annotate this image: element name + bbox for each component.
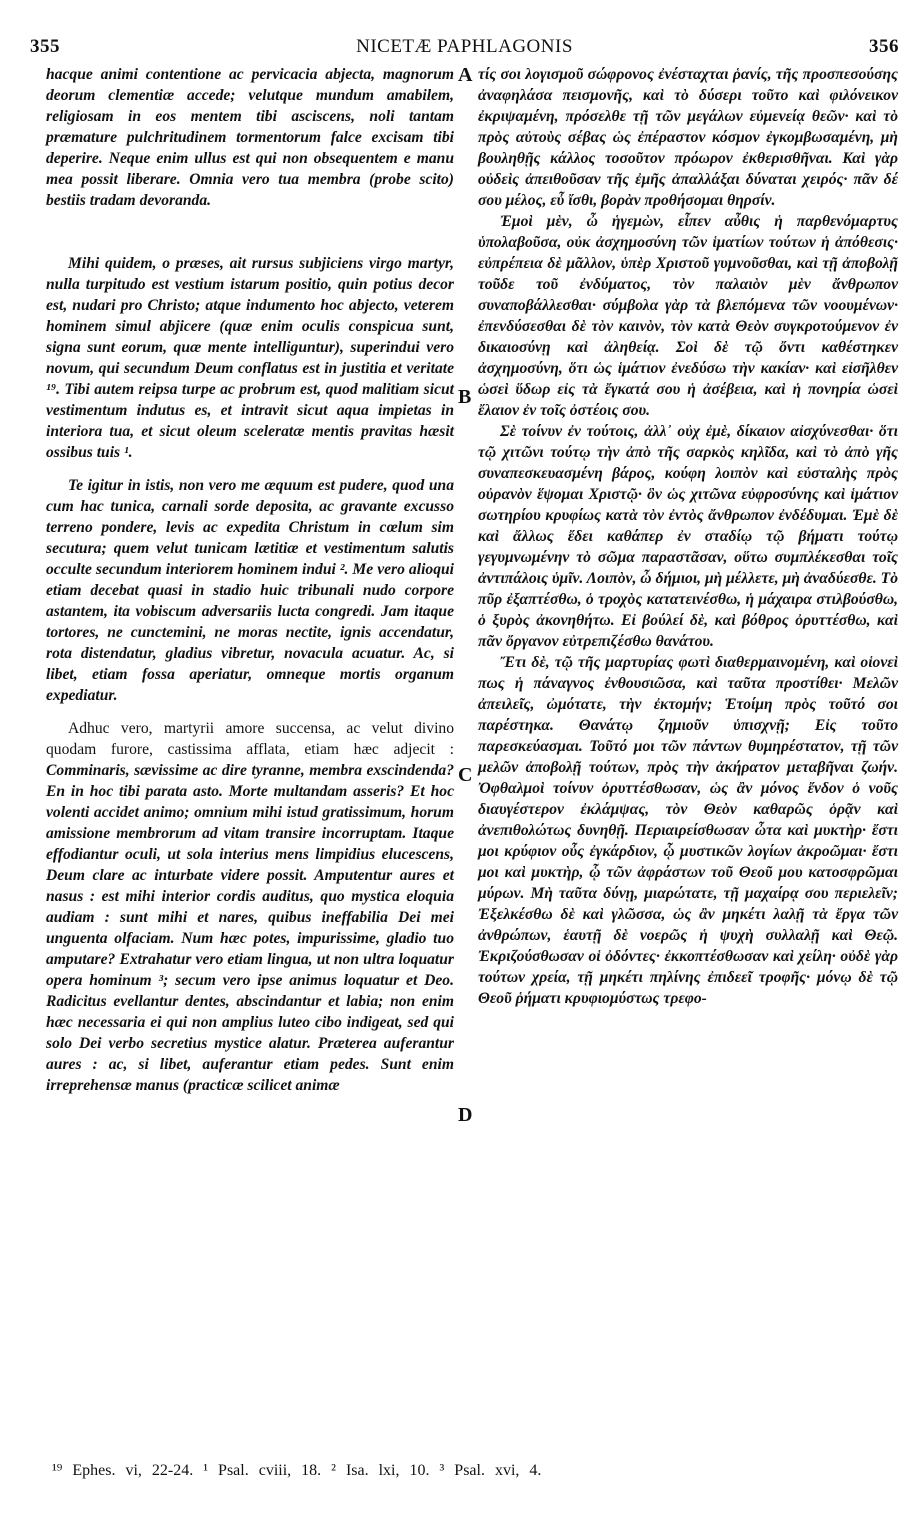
greek-column	[478, 64, 898, 1009]
margin-letter-c: C	[458, 764, 473, 786]
footnotes: ¹⁹ Ephes. vi, 22-24. ¹ Psal. cviii, 18. ² Isa. lxi, 10. ³ Psal. xvi, 4.	[52, 1462, 542, 1479]
latin-column	[46, 64, 454, 1096]
latin-paragraph-2	[46, 253, 454, 463]
margin-letter-b: B	[458, 386, 472, 408]
latin-paragraph-4-rest: Comminaris, sævissime ac dire tyranne, membra exscindenda? En in hoc tibi parata asto. Morte multandam asseris? Et hoc volenti accidet animo; omnium mihi istud gratissimum, horum amissione membrorum ad vitam transire incorruptam. Itaque effodiantur oculi, ut sola interius mens limpidius elucescens, Deum clare ac inturbate videre possit. Amputentur aures et nasus : est mihi interior cordis auditus, quo mystica eloquia audiam : sunt mihi et nares, quibus ineffabilia Dei mei unguenta olfaciam. Num hæc potes, impurissime, gladio tuo amputare? Extrahatur vero etiam lingua, ut non ultra loquatur opera hominum ³; secum vero ipse animus loquatur et Deo. Radicitus evellantur dentes, abscindantur et labia; non enim hæc necessaria ei qui non amplius luteo cibo indigeat, sed qui solo Dei verbo secretius mystice alatur. Præterea auferantur aures : ac, si libet, auferantur etiam pedes. Sunt enim irreprehensæ manus (practicæ scilicet animæ	[46, 762, 454, 1094]
greek-paragraph-2-text: Ἐμοὶ μὲν, ὦ ἡγεμὼν, εἶπεν αὖθις ἡ παρθενόμαρτυς ὑπολαβοῦσα, οὐκ ἀσχημοσύνη τῶν ἱματίων τούτων ἡ ἀπόθεσις· εὐπρέπεια δὲ μᾶλλον, ὑπὲρ Χριστοῦ γυμνοῦσθαι, καὶ τῇ ἀποβολῇ τοῦδε τοῦ ἐνδύματος, τὸν παλαιὸν μὲν ἄνθρωπον συναποβάλλεσθαι· σύμβολα γὰρ τὰ βλεπόμενα τῶν νοουμένων· ἐπενδύσεσθαι δὲ τὸν καινὸν, τὸν κατὰ Θεὸν συγκροτούμενον ἐν δικαιοσύνῃ καὶ ἀληθείᾳ. Σοὶ δὲ τῷ ὄντι καθέστηκεν ἀσχημοσύνη, ὅτι ὡς ἱμάτιον ἐνεδύσω τὴν κακίαν· καὶ εἰσῆλθεν ὡσεὶ ὕδωρ εἰς τὰ ἔγκατά σου ἡ ἀσέβεια, καὶ ἡ πονηρία ὡσεὶ ἔλαιον ἐν τοῖς ὀστέοις σου.	[478, 213, 898, 419]
latin-paragraph-3	[46, 475, 454, 706]
greek-paragraph-4	[478, 652, 898, 1009]
latin-paragraph-3-text: Te igitur in istis, non vero me æquum est pudere, quod una cum hac tunica, carnali sorde deposita, ac gravante excusso terreno pondere, levis ac expedita Christum in cœlum sim secutura; quem velut tunicam lætitiæ et vestimentum salutis occulte secundum interiorem hominem indui ². Me vero alioqui etiam decebat quasi in stadio huic tribunali nudo corpore astantem, ita vobiscum adversariis lucta congredi. Jam itaque tortores, ne cunctemini, ne moras nectite, ignis accendatur, rota distendatur, gladius vibretur, novacula acuatur. Ac, si libet, etiam fossa aperiatur, omneque mortis organum expediatur.	[46, 477, 454, 704]
page-header	[30, 36, 899, 62]
latin-paragraph-2-text: Mihi quidem, o præses, ait rursus subjiciens virgo martyr, nulla turpitudo est vestium istarum positio, quin potius decor est, nudari pro Christo; atque indumento hoc abjecto, veterem hominem simul abjicere (quæ enim oculis conspicua sunt, signa sunt eorum, quæ mente intelliguntur), superindui vero novum, qui secundum Deum conflatus est in justitia et veritate ¹⁹. Tibi autem reipsa turpe ac probrum est, quod malitiam sicut vestimentum indutus es, et intravit sicut aqua impietas in interiora tua, et sicut oleum sceleratæ mentis pravitas hæsit ossibus tuis ¹.	[46, 255, 454, 461]
latin-paragraph-1: hacque animi contentione ac pervicacia abjecta, magnorum deorum clementiæ accede; velutque mundum amabilem, religiosam in eos mentem tibi asciscens, noli tantam præmature pulchritudinem tormentorum falce excisam tibi deperire. Neque enim ullus est qui non obsequentem e manu mea possit liberare. Omnia vero tua membra (probe scito) bestiis tradam devoranda.	[46, 66, 454, 209]
running-title: NICETÆ PAPHLAGONIS	[356, 36, 573, 57]
margin-letter-d: D	[458, 1104, 473, 1126]
latin-paragraph-4	[46, 718, 454, 1096]
greek-paragraph-4-text: Ἔτι δὲ, τῷ τῆς μαρτυρίας φωτὶ διαθερμαινομένη, καὶ οἱονεὶ πως ἡ πάναγνος ἐνθουσιῶσα, καὶ ταῦτα προστίθει· Μελῶν ἀπειλεῖς, ὠμότατε, τὴν ἐκτομήν; Ἑτοίμη πρὸς τοῦτό σοι παρέστηκα. Θανάτῳ ζημιοῦν ὑπισχνῇ; Εἰς τοῦτο παρεσκεύασμαι. Τοῦτό μοι τῶν πάντων θυμηρέστατον, τῇ τῶν μελῶν ἀποβολῇ τούτων, πρὸς τὴν ἀκήρατον μεταβῆναι ζωήν. Ὀφθαλμοὶ τοίνυν ὀρυττέσθωσαν, ὡς ἂν μόνος ἔνδον ὁ νοῦς διαυγέστερον ἐκλάμψας, τὸν Θεὸν καθαρῶς ὁρᾷν καὶ ἀνεπιθολώτως δυνηθῇ. Περιαιρείσθωσαν ὦτα καὶ μυκτὴρ· ἔστι μοι κρύφιον οὖς ἐγκάρδιον, ᾧ μυστικῶν λογίων ἀκροῶμαι· ἔστι μοι καὶ μυκτὴρ, ᾧ τῶν ἀφράστων τοῦ Θεοῦ μου κατοσφρῶμαι μύρων. Μὴ ταῦτα δύνῃ, μιαρώτατε, τῇ μαχαίρᾳ σου περιελεῖν; Ἐξελκέσθω δὲ καὶ γλῶσσα, ὡς ἂν μηκέτι λαλῇ τὰ ἔργα τῶν ἀνθρώπων, ἑαυτῇ δὲ νοερῶς ἡ ψυχὴ συλλαλῇ καὶ Θεῷ. Ἐκριζούσθωσαν οἱ ὀδόντες· ἐκκοπτέσθωσαν καὶ χείλη· οὐδὲ γὰρ τούτων χρεία, τῇ μηκέτι πηλίνης ἐπιδεεῖ τροφῆς· μόνῳ δὲ τῷ Θεοῦ ῥήματι κρυφιομύστως τρεφο-	[478, 654, 898, 1007]
margin-letter-a: A	[458, 64, 473, 86]
greek-paragraph-3	[478, 421, 898, 652]
page-number-right: 356	[869, 36, 899, 57]
page-number-left: 355	[30, 36, 60, 57]
greek-paragraph-2	[478, 211, 898, 421]
latin-paragraph-4-lead: Adhuc vero, martyrii amore succensa, ac velut divino quodam furore, castissima afflata, etiam hæc adjecit :	[46, 720, 454, 758]
greek-paragraph-3-text: Σὲ τοίνυν ἐν τούτοις, ἀλλ᾽ οὐχ ἐμὲ, δίκαιον αἰσχύνεσθαι· ὅτι τῷ χιτῶνι τούτῳ τὴν ἀπὸ τῆς σαρκὸς κηλῖδα, καὶ τὸ ἀπὸ γῆς συναπεσκευασμένη βάρος, κούφη λοιπὸν καὶ εὐσταλὴς πρὸς οὐρανὸν ἕψομαι Χριστῷ· ὃν ὡς χιτῶνα εὐφροσύνης καὶ ἱμάτιον σωτηρίου κρυφίως κατὰ τὸν ἐντὸς ἄνθρωπον ἐνδέδυμαι. Ἐμὲ δὲ καὶ ἄλλως ἔδει καθάπερ ἐν σταδίῳ τῷ βήματι τούτῳ γεγυμνωμένην τὸ σῶμα παραστᾶσαν, οὕτω συμπλέκεσθαι τοῖς ἀντιπάλοις ὑμῖν. Λοιπὸν, ὦ δήμιοι, μὴ μέλλετε, μὴ ἀναδύεσθε. Τὸ πῦρ ἐξαπτέσθω, ὁ τροχὸς κατατεινέσθω, ἡ μάχαιρα στιλβούσθω, ὁ ξυρὸς ἀκονηθήτω. Εἰ βούλεί δὲ, καὶ βόθρος ὀρυττέσθω, καὶ πᾶν ὄργανον εὐτρεπιζέσθω θανάτου.	[478, 423, 898, 650]
greek-paragraph-1: τίς σοι λογισμοῦ σώφρονος ἐνέσταχται ῥανίς, τῆς προσπεσούσης ἀναφηλάσα πεισμονῆς, καὶ τὸ δύσερι τοῦτο καὶ φιλόνεικον ἐκριψαμένη, πρόσελθε τῇ τῶν μεγάλων εὐμενείᾳ θεῶν· καὶ τὸ πρὸς αὐτοὺς σέβας ὡς ἐπέραστον κόσμον ἐγκομβωσαμένη, μὴ βουληθῇς κάλλος τοσοῦτον πρόωρον ἐκθερισθῆναι. Καὶ γὰρ οὐδεὶς ἀπειθοῦσαν τῆς ἐμῆς ἀπαλλάξαι δύναται χειρός· πᾶν δέ σου μέλος, εὖ ἴσθι, βορὰν προθήσομαι θηρσίν.	[478, 66, 898, 209]
